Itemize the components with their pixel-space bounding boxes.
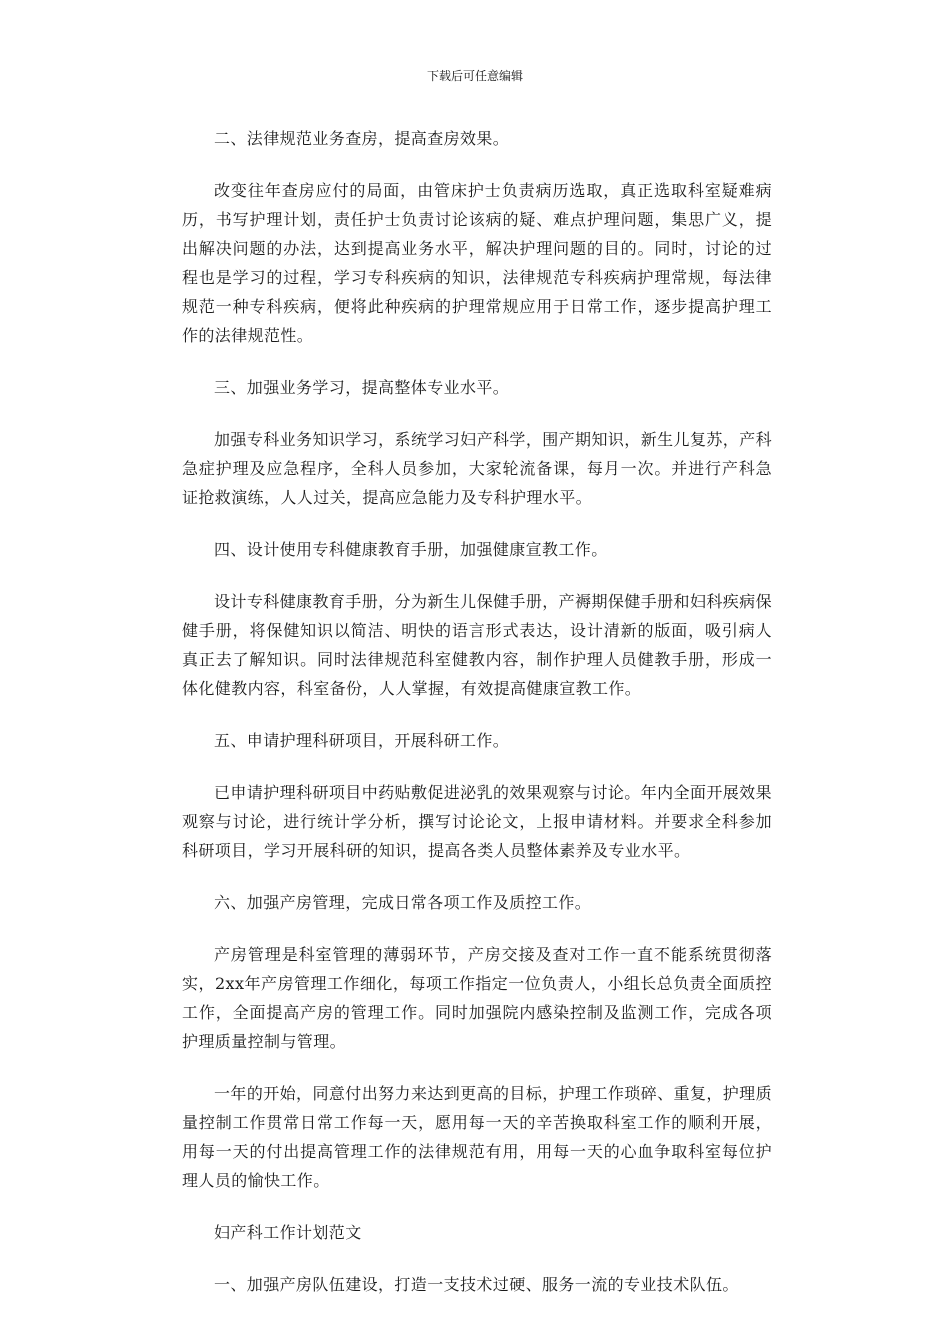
document-body bbox=[182, 124, 772, 1299]
paragraph-gap bbox=[182, 865, 772, 888]
section-heading-2: 二、法律规范业务查房，提高查房效果。 bbox=[214, 129, 510, 148]
section-heading-5: 五、申请护理科研项目，开展科研工作。 bbox=[214, 731, 510, 750]
paragraph-gap bbox=[182, 564, 772, 587]
paragraph-health-education: 设计专科健康教育手册，分为新生儿保健手册，产褥期保健手册和妇科疾病保健手册，将保健知识以简洁、明快的语言形式表达，设计清新的版面，吸引病人真正去了解知识。同时法律规范科室健教内容，制作护理人员健教手册，形成一体化健教内容，科室备份，人人掌握，有效提高健康宣教工作。 bbox=[182, 592, 772, 698]
paragraph-gap bbox=[182, 1056, 772, 1079]
paragraph-gap bbox=[182, 1247, 772, 1270]
paragraph-delivery-room: 产房管理是科室管理的薄弱环节，产房交接及查对工作一直不能系统贯彻落实，2xx年产房管理工作细化，每项工作指定一位负责人，小组长总负责全面质控工作，全面提高产房的管理工作。同时加强院内感染控制及监测工作，完成各项护理质量控制与管理。 bbox=[182, 945, 772, 1051]
paragraph-gap bbox=[182, 402, 772, 425]
paragraph-professional-study: 加强专科业务知识学习，系统学习妇产科学，围产期知识，新生儿复苏，产科急症护理及应急程序，全科人员参加，大家轮流备课，每月一次。并进行产科急证抢救演练，人人过关，提高应急能力及专科护理水平。 bbox=[182, 430, 772, 507]
paragraph-gap bbox=[182, 703, 772, 726]
paragraph-gap bbox=[182, 917, 772, 940]
page-header: 下载后可任意编辑 bbox=[426, 69, 523, 83]
paragraph-gap bbox=[182, 512, 772, 535]
paragraph-ward-rounds: 改变往年查房应付的局面，由管床护士负责病历选取，真正选取科室疑难病历，书写护理计划，责任护士负责讨论该病的疑、难点护理问题，集思广义，提出解决问题的办法，达到提高业务水平，解决护理问题的目的。同时，讨论的过程也是学习的过程，学习专科疾病的知识，法律规范专科疾病护理常规，每法律规范一种专科疾病，便将此种疾病的护理常规应用于日常工作，逐步提高护理工作的法律规范性。 bbox=[182, 181, 772, 345]
paragraph-research: 已申请护理科研项目中药贴敷促进泌乳的效果观察与讨论。年内全面开展效果观察与讨论，进行统计学分析，撰写讨论论文，上报申请材料。并要求全科参加科研项目，学习开展科研的知识，提高各类人员整体素养及专业水平。 bbox=[182, 783, 772, 860]
document-subtitle: 妇产科工作计划范文 bbox=[214, 1223, 362, 1242]
paragraph-gap bbox=[182, 1195, 772, 1218]
paragraph-conclusion: 一年的开始，同意付出努力来达到更高的目标，护理工作琐碎、重复，护理质量控制工作贯常日常工作每一天，愿用每一天的辛苦换取科室工作的顺利开展，用每一天的付出提高管理工作的法律规范有用，用每一天的心血争取科室每位护理人员的愉快工作。 bbox=[182, 1084, 772, 1190]
section-heading-6: 六、加强产房管理，完成日常各项工作及质控工作。 bbox=[214, 893, 592, 912]
paragraph-gap bbox=[182, 350, 772, 373]
paragraph-gap bbox=[182, 755, 772, 778]
paragraph-gap bbox=[182, 153, 772, 176]
section-heading-4: 四、设计使用专科健康教育手册，加强健康宣教工作。 bbox=[214, 540, 608, 559]
section-heading-1: 一、加强产房队伍建设，打造一支技术过硬、服务一流的专业技术队伍。 bbox=[214, 1275, 739, 1294]
section-heading-3: 三、加强业务学习，提高整体专业水平。 bbox=[214, 378, 510, 397]
